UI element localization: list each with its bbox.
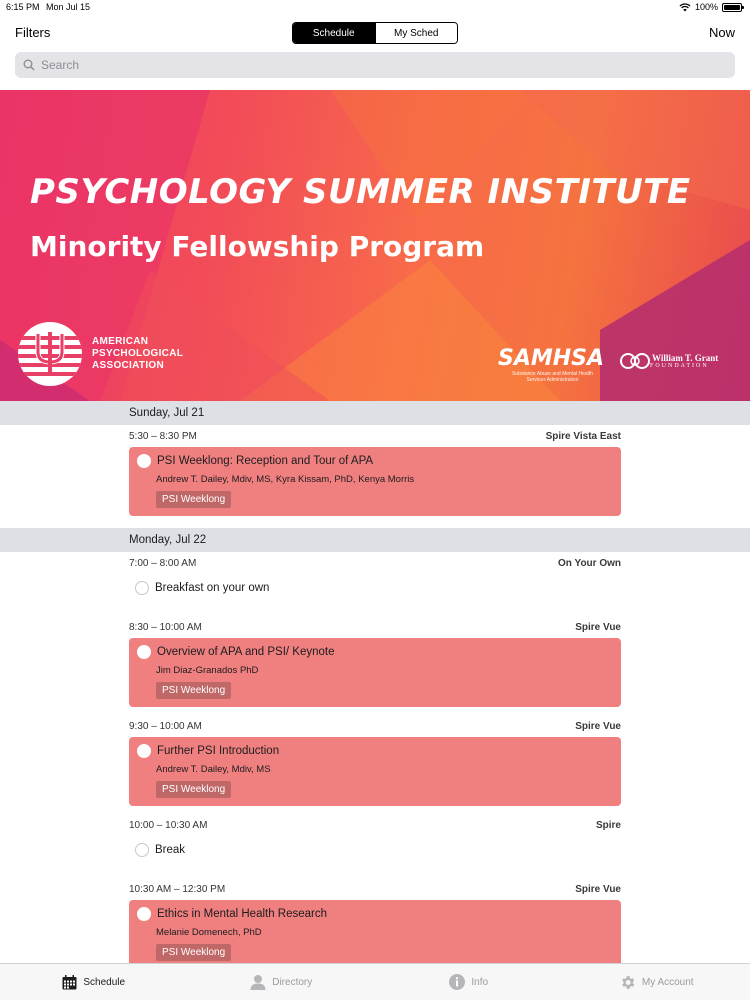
samhsa-subtitle: Substance Abuse and Mental Health Services Administration	[512, 371, 593, 383]
wtg-foundation: FOUNDATION	[650, 363, 709, 369]
apa-line-1: AMERICAN	[92, 336, 149, 347]
schedule-segmented-control	[292, 22, 458, 44]
apa-line-3: ASSOCIATION	[92, 360, 165, 371]
time-slot	[0, 814, 750, 878]
session-title: Overview of APA and PSI/ Keynote	[157, 646, 335, 658]
time-slot	[0, 425, 750, 524]
segment-schedule[interactable]: Schedule	[293, 23, 375, 43]
add-to-schedule-toggle[interactable]	[135, 843, 149, 857]
session-title-row	[137, 907, 613, 921]
add-to-schedule-toggle[interactable]	[137, 645, 151, 659]
session-card[interactable]	[129, 737, 621, 806]
slot-location: Spire	[595, 819, 621, 831]
session-card[interactable]	[129, 900, 621, 963]
session-card[interactable]	[129, 638, 621, 707]
session-title: PSI Weeklong: Reception and Tour of APA	[157, 455, 374, 467]
session-speakers: Jim Diaz-Granados PhD	[156, 665, 259, 676]
wifi-icon	[679, 3, 691, 12]
segment-my-sched[interactable]: My Sched	[375, 23, 458, 43]
tab-info[interactable]	[375, 964, 563, 1000]
day-header: Monday, Jul 22	[0, 528, 750, 552]
info-icon	[449, 974, 465, 990]
status-date: Mon Jul 15	[46, 2, 91, 12]
tab-bar	[0, 963, 750, 1000]
search-icon	[23, 59, 35, 71]
search-input[interactable]	[41, 58, 721, 72]
tab-my-account[interactable]	[563, 964, 750, 1000]
add-to-schedule-toggle[interactable]	[137, 454, 151, 468]
time-slot	[0, 616, 750, 715]
gear-icon	[619, 974, 636, 991]
slot-header	[0, 878, 750, 900]
slot-location: Spire Vista East	[545, 430, 621, 442]
session-title: Breakfast on your own	[155, 582, 270, 594]
apa-psi-mark-icon	[18, 322, 82, 386]
session-title-row	[137, 645, 613, 659]
tab-label-schedule: Schedule	[83, 976, 126, 988]
session-title: Further PSI Introduction	[157, 745, 280, 757]
status-right	[679, 2, 742, 12]
time-slot	[0, 715, 750, 814]
now-button[interactable]: Now	[708, 25, 735, 40]
slot-time: 10:00 – 10:30 AM	[129, 819, 208, 831]
banner-title: PSYCHOLOGY SUMMER INSTITUTE	[30, 172, 691, 212]
slot-location: Spire Vue	[575, 720, 621, 732]
session-title: Break	[155, 844, 186, 856]
slot-header	[0, 715, 750, 737]
slot-location: On Your Own	[558, 557, 621, 569]
battery-percent: 100%	[694, 2, 718, 12]
slot-location: Spire Vue	[575, 883, 621, 895]
time-slot	[0, 878, 750, 963]
apa-line-2: PSYCHOLOGICAL	[92, 348, 184, 359]
slot-header	[0, 616, 750, 638]
apa-wordmark	[92, 336, 183, 372]
time-slot	[0, 552, 750, 616]
slot-time: 8:30 – 10:00 AM	[129, 621, 202, 633]
slot-header	[0, 425, 750, 447]
apa-logo	[18, 322, 183, 386]
tab-label-info: Info	[471, 976, 489, 988]
slot-time: 10:30 AM – 12:30 PM	[129, 883, 226, 895]
battery-icon	[722, 3, 742, 12]
wtg-foundation-logo	[620, 352, 718, 370]
session-title-row	[137, 454, 613, 468]
add-to-schedule-toggle[interactable]	[137, 744, 151, 758]
session-speakers: Andrew T. Dailey, Mdiv, MS	[156, 764, 271, 775]
samhsa-logo: SAMHSA	[498, 346, 605, 371]
session-track-tag: PSI Weeklong	[156, 682, 231, 699]
session-speakers: Melanie Domenech, PhD	[156, 927, 262, 938]
add-to-schedule-toggle[interactable]	[135, 581, 149, 595]
session-title: Ethics in Mental Health Research	[157, 908, 328, 920]
session-speakers: Andrew T. Dailey, Mdiv, MS, Kyra Kissam, PhD, Kenya Morris	[156, 474, 415, 485]
slot-location: Spire Vue	[575, 621, 621, 633]
tab-label-directory: Directory	[272, 976, 313, 988]
session-track-tag: PSI Weeklong	[156, 781, 231, 798]
session-item[interactable]	[129, 836, 621, 857]
session-track-tag: PSI Weeklong	[156, 944, 231, 961]
slot-header	[0, 814, 750, 836]
tab-directory[interactable]	[188, 964, 376, 1000]
session-track-tag: PSI Weeklong	[156, 491, 231, 508]
schedule-list[interactable]	[0, 401, 750, 963]
slot-header	[0, 552, 750, 574]
tab-label-my-account: My Account	[641, 976, 694, 988]
status-bar	[0, 0, 750, 16]
slot-time: 5:30 – 8:30 PM	[129, 430, 197, 442]
session-card[interactable]	[129, 447, 621, 516]
add-to-schedule-toggle[interactable]	[137, 907, 151, 921]
search-bar[interactable]	[15, 52, 735, 78]
calendar-icon	[62, 975, 77, 990]
session-item[interactable]	[129, 574, 621, 595]
event-banner	[0, 90, 750, 401]
wtg-mark-icon	[620, 352, 650, 370]
status-time: 6:15 PM	[6, 2, 40, 12]
slot-time: 7:00 – 8:00 AM	[129, 557, 197, 569]
filters-button[interactable]: Filters	[15, 25, 51, 40]
nav-bar	[0, 18, 750, 48]
session-title-row	[137, 744, 613, 758]
battery-fill	[724, 5, 740, 10]
person-icon	[250, 974, 266, 990]
slot-time: 9:30 – 10:00 AM	[129, 720, 202, 732]
tab-schedule[interactable]	[0, 964, 188, 1000]
banner-subtitle: Minority Fellowship Program	[30, 230, 485, 263]
day-header: Sunday, Jul 21	[0, 401, 750, 425]
wtg-name: William T. Grant	[652, 353, 719, 363]
